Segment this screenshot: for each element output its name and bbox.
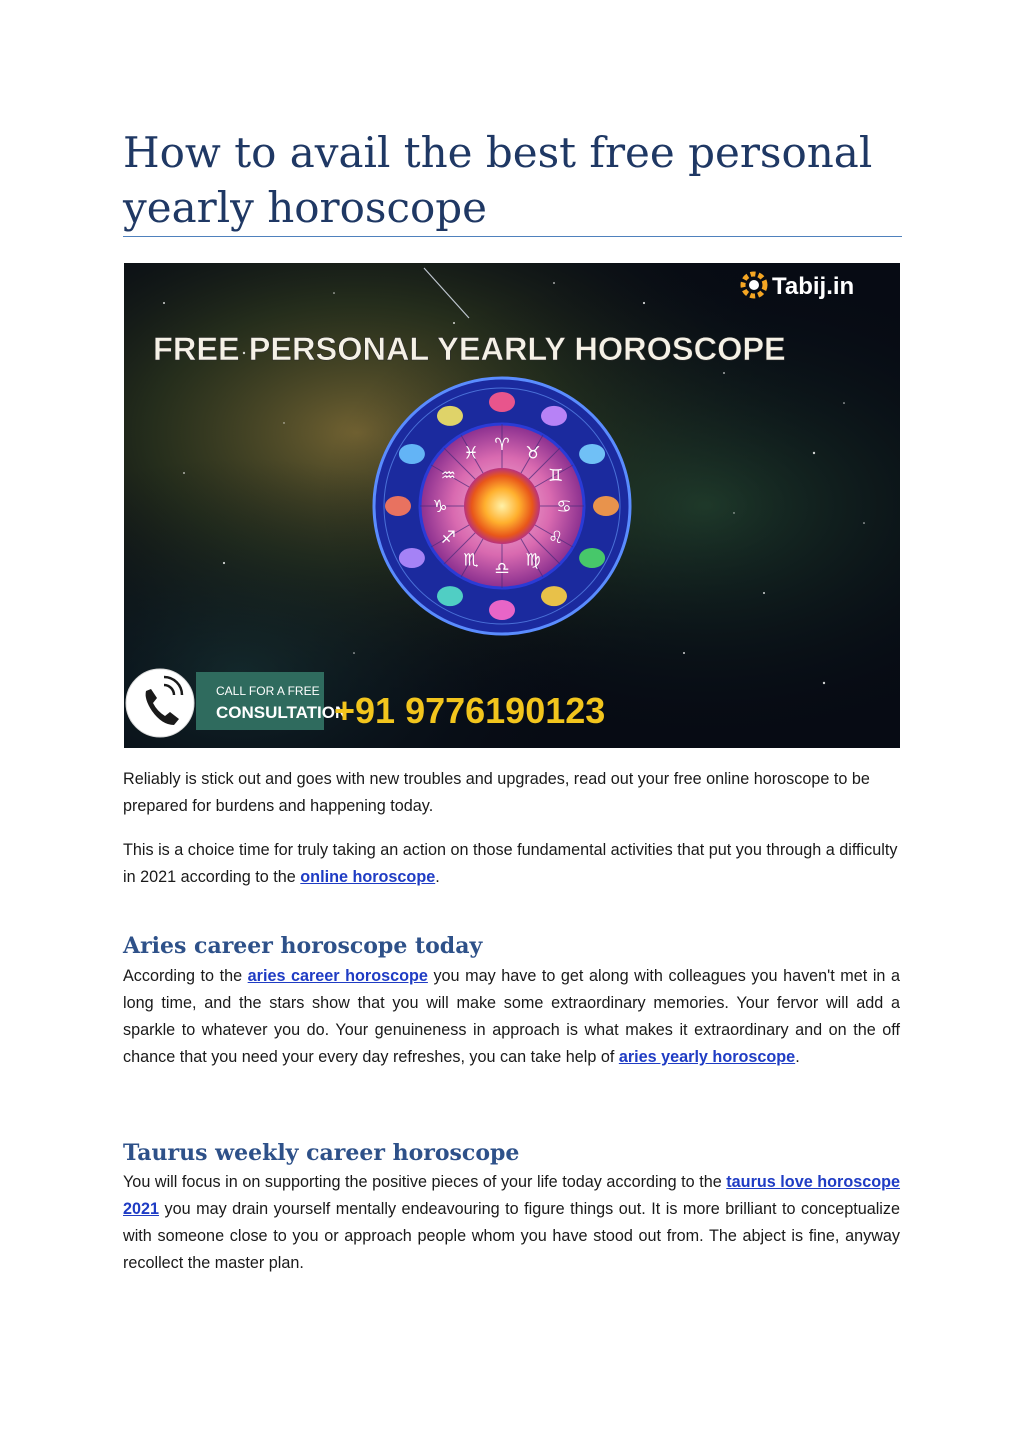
zodiac-glyph: ♎ (494, 559, 510, 579)
zodiac-glyph: ♒ (440, 466, 456, 486)
phone-number[interactable]: +91 9776190123 (334, 690, 606, 731)
choice-paragraph (123, 837, 900, 891)
cta-line2: CONSULTATION (216, 703, 348, 722)
sun-center (464, 468, 540, 544)
aries-text-middle: you may have to get along with colleagues you haven't met in a long time, and the stars show that you will make some extraordinary memories. Your fervor will add a sparkle to whatever you do. Your genuineness in approach is what makes it extraordinary and on the off chance that you need your every day refreshes, you can take help of (123, 967, 900, 1066)
title-underline (123, 236, 902, 237)
taurus-text: You will focus in on supporting the positive pieces of your life today according to the (123, 1173, 727, 1191)
horoscope-banner-image (124, 263, 900, 748)
zodiac-figure-icon (579, 444, 605, 464)
aries-career-horoscope-link[interactable]: aries career horoscope (247, 967, 428, 985)
brand-name: Tabij.in (772, 273, 855, 300)
choice-text-end: . (435, 868, 440, 886)
banner-headline: FREE PERSONAL YEARLY HOROSCOPE (153, 331, 786, 367)
cta-line1: CALL FOR A FREE (216, 684, 320, 698)
intro-paragraph: Reliably is stick out and goes with new troubles and upgrades, read out your free online horoscope to be prepared for burdens and happening today. (123, 770, 870, 815)
zodiac-glyph: ♍ (525, 550, 541, 571)
zodiac-wheel (374, 378, 630, 634)
aries-yearly-horoscope-link[interactable]: aries yearly horoscope (618, 1048, 796, 1066)
zodiac-glyph: ♓ (463, 443, 479, 464)
aries-text: According to the (123, 967, 248, 985)
zodiac-figure-icon (437, 406, 463, 426)
zodiac-figure-icon (385, 496, 411, 516)
zodiac-figure-icon (593, 496, 619, 516)
zodiac-figure-icon (399, 444, 425, 464)
taurus-paragraph (123, 1169, 900, 1277)
zodiac-glyph: ♐ (440, 528, 456, 548)
consultation-cta[interactable] (126, 669, 347, 737)
zodiac-figure-icon (489, 600, 515, 620)
page-title: How to avail the best free personal yearly horoscope (123, 128, 873, 232)
taurus-love-horoscope-link[interactable]: taurus love horoscope 2021 (123, 1173, 901, 1218)
zodiac-figure-icon (489, 392, 515, 412)
phone-icon-badge (126, 669, 194, 737)
zodiac-figure-icon (541, 406, 567, 426)
zodiac-glyph: ♈ (494, 435, 510, 455)
zodiac-glyph: ♌ (548, 528, 564, 548)
zodiac-glyph: ♋ (556, 497, 572, 517)
banner-graphic (124, 263, 900, 748)
aries-text-end: . (795, 1048, 800, 1066)
zodiac-figure-icon (399, 548, 425, 568)
aries-paragraph (123, 963, 900, 1071)
zodiac-glyph: ♉ (525, 443, 541, 464)
choice-text: This is a choice time for truly taking an action on those fundamental activities that put you through a difficulty in 2021 according to the (123, 841, 898, 886)
zodiac-figure-icon (437, 586, 463, 606)
taurus-text-end: you may drain yourself mentally endeavouring to figure things out. It is more brilliant to conceptualize with someone close to you or approach people whom you have stood out from. The abject is fine, anyway recollect the master plan. (123, 1200, 900, 1272)
taurus-heading: Taurus weekly career horoscope (123, 1140, 520, 1166)
zodiac-glyph: ♏ (463, 550, 479, 571)
zodiac-glyph: ♑ (432, 497, 448, 517)
aries-heading: Aries career horoscope today (123, 933, 483, 959)
zodiac-glyph: ♊ (548, 466, 564, 486)
zodiac-figure-icon (541, 586, 567, 606)
zodiac-figure-icon (579, 548, 605, 568)
online-horoscope-link[interactable]: online horoscope (300, 868, 436, 886)
